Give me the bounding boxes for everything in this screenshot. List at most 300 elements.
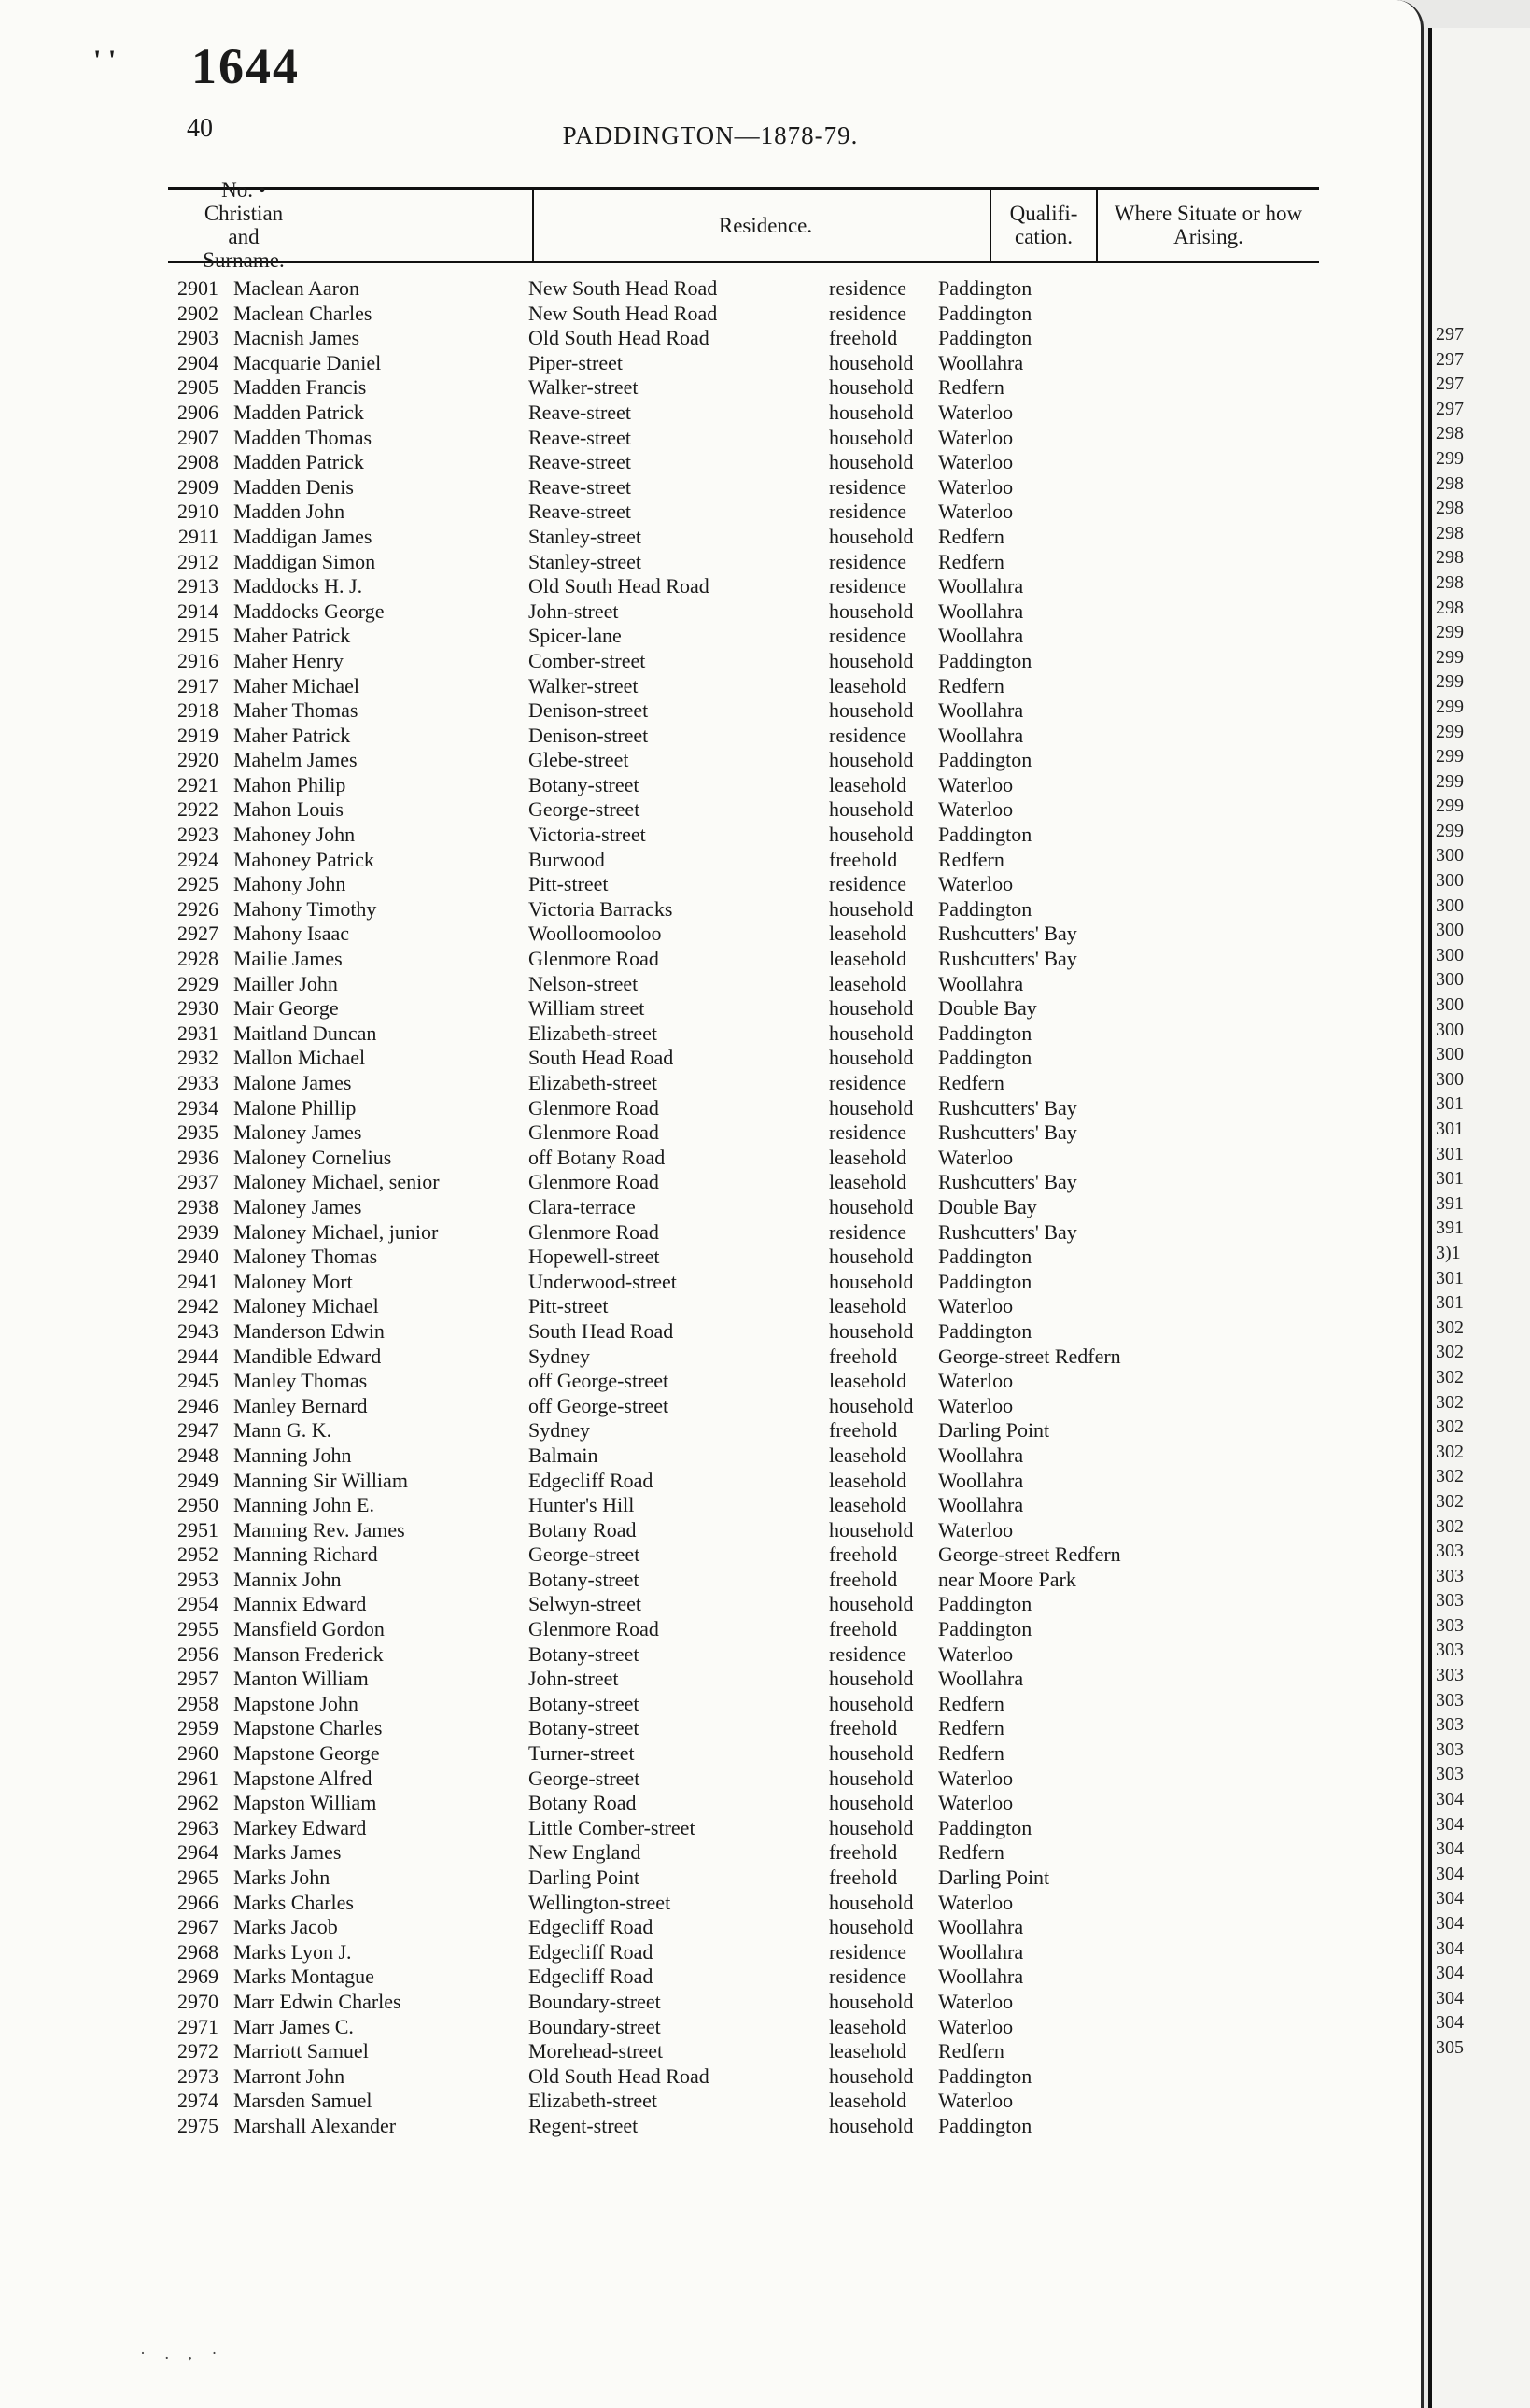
table-row <box>0 1692 1421 1717</box>
row-qualification: residence <box>829 301 907 325</box>
table-row <box>0 773 1421 798</box>
table-row <box>0 1394 1421 1419</box>
row-residence: South Head Road <box>528 1318 674 1343</box>
row-number: 2928 <box>177 947 218 971</box>
row-name: Maddocks George <box>233 598 385 623</box>
adjacent-number: 299 <box>1436 746 1464 767</box>
table-row <box>0 1642 1421 1668</box>
row-name: Mannix Edward <box>233 1592 367 1616</box>
row-where: Paddington <box>938 1318 1032 1343</box>
row-qualification: household <box>829 425 914 449</box>
row-name: Manning John E. <box>233 1493 374 1517</box>
row-where: Woollahra <box>938 723 1024 747</box>
row-where: Redfern <box>938 524 1004 548</box>
table-row <box>0 426 1421 451</box>
row-residence: Spicer-lane <box>528 624 622 648</box>
table-row <box>0 1443 1421 1469</box>
row-residence: New South Head Road <box>528 276 718 300</box>
row-residence: Glenmore Road <box>528 1170 659 1194</box>
table-row <box>0 1568 1421 1593</box>
row-residence: Little Comber-street <box>528 1815 695 1839</box>
row-qualification: freehold <box>829 1716 898 1740</box>
row-qualification: household <box>829 797 914 822</box>
adjacent-number: 299 <box>1436 447 1464 469</box>
row-qualification: residence <box>829 574 907 598</box>
table-row <box>0 2089 1421 2114</box>
row-where: Waterloo <box>938 1145 1014 1169</box>
row-where: Redfern <box>938 549 1004 573</box>
adjacent-number: 302 <box>1436 1317 1464 1338</box>
row-name: Maloney Mort <box>233 1269 353 1293</box>
adjacent-number: 297 <box>1436 348 1464 370</box>
row-number: 2916 <box>177 648 218 672</box>
table-row <box>0 972 1421 997</box>
row-where: Paddington <box>938 896 1032 921</box>
row-name: Mahon Philip <box>233 772 346 796</box>
row-number: 2921 <box>177 772 218 796</box>
voter-list <box>0 276 1421 2139</box>
row-residence: Elizabeth-street <box>528 1071 658 1094</box>
row-name: Mapston William <box>233 1791 377 1815</box>
row-name: Marr James C. <box>233 2014 354 2038</box>
row-qualification: household <box>829 1021 914 1045</box>
row-number: 2912 <box>177 549 218 573</box>
adjacent-number: 303 <box>1436 1614 1464 1636</box>
row-number: 2944 <box>177 1344 218 1368</box>
row-qualification: residence <box>829 1120 907 1145</box>
row-name: Maloney Thomas <box>233 1245 378 1269</box>
adjacent-number: 298 <box>1436 498 1464 519</box>
row-number: 2946 <box>177 1393 218 1417</box>
row-name: Manning Richard <box>233 1542 378 1567</box>
adjacent-number: 303 <box>1436 1714 1464 1736</box>
row-qualification: residence <box>829 723 907 747</box>
table-row <box>0 1493 1421 1518</box>
row-where: Rushcutters' Bay <box>938 947 1077 971</box>
row-number: 2903 <box>177 326 218 350</box>
adjacent-number: 302 <box>1436 1466 1464 1487</box>
row-where: Paddington <box>938 301 1032 325</box>
row-residence: Botany-street <box>528 772 639 796</box>
adjacent-number: 299 <box>1436 622 1464 643</box>
row-number: 2915 <box>177 624 218 648</box>
row-residence: George-street <box>528 797 640 822</box>
row-residence: Reave-street <box>528 500 631 524</box>
row-where: Woollahra <box>938 1915 1024 1939</box>
adjacent-number: 300 <box>1436 969 1464 991</box>
row-number: 2920 <box>177 748 218 772</box>
row-qualification: freehold <box>829 1866 898 1889</box>
row-qualification: freehold <box>829 847 898 871</box>
row-name: Manley Bernard <box>233 1393 368 1417</box>
row-where: Waterloo <box>938 450 1014 474</box>
table-row <box>0 2015 1421 2040</box>
adjacent-number: 300 <box>1436 870 1464 892</box>
row-where: Waterloo <box>938 1294 1014 1318</box>
table-header <box>168 178 1319 272</box>
row-residence: Glenmore Road <box>528 1617 659 1641</box>
table-row <box>0 1294 1421 1319</box>
row-name: Mailie James <box>233 947 343 971</box>
row-number: 2917 <box>177 673 218 697</box>
row-qualification: leasehold <box>829 2039 907 2063</box>
row-number: 2964 <box>177 1840 218 1865</box>
table-row <box>0 1220 1421 1246</box>
row-name: Maher Patrick <box>233 624 351 648</box>
row-qualification: household <box>829 1691 914 1715</box>
row-number: 2970 <box>177 1989 218 2013</box>
row-where: Woollahra <box>938 1964 1024 1989</box>
row-name: Manning John <box>233 1443 352 1467</box>
row-number: 2933 <box>177 1071 218 1094</box>
table-row <box>0 450 1421 475</box>
row-name: Marriott Samuel <box>233 2039 369 2063</box>
table-row <box>0 1270 1421 1295</box>
row-residence: Burwood <box>528 847 605 871</box>
row-where: Woollahra <box>938 1443 1024 1467</box>
row-name: Marks Jacob <box>233 1915 338 1939</box>
row-name: Maloney Michael <box>233 1294 379 1318</box>
row-name: Markey Edward <box>233 1815 367 1839</box>
adjacent-number: 304 <box>1436 1963 1464 1984</box>
adjacent-number: 298 <box>1436 547 1464 569</box>
row-residence: Edgecliff Road <box>528 1939 653 1964</box>
row-where: Paddington <box>938 823 1032 847</box>
row-qualification: household <box>829 400 914 424</box>
row-residence: Reave-street <box>528 425 631 449</box>
row-qualification: leasehold <box>829 673 907 697</box>
row-name: Mansfield Gordon <box>233 1617 385 1641</box>
adjacent-number: 299 <box>1436 820 1464 841</box>
row-number: 2906 <box>177 400 218 424</box>
row-where: Paddington <box>938 1245 1032 1269</box>
row-qualification: household <box>829 1517 914 1542</box>
row-qualification: freehold <box>829 326 898 350</box>
row-number: 2918 <box>177 698 218 723</box>
row-name: Maitland Duncan <box>233 1021 377 1045</box>
row-name: Mair George <box>233 996 339 1021</box>
row-name: Maloney Michael, senior <box>233 1170 440 1194</box>
row-number: 2925 <box>177 872 218 896</box>
row-residence: Edgecliff Road <box>528 1468 653 1492</box>
row-name: Manning Sir William <box>233 1468 408 1492</box>
row-residence: off Botany Road <box>528 1145 666 1169</box>
table-row <box>0 500 1421 525</box>
margin-marks: ' ' <box>93 45 117 76</box>
row-where: Woollahra <box>938 1468 1024 1492</box>
row-number: 2937 <box>177 1170 218 1194</box>
row-qualification: household <box>829 748 914 772</box>
adjacent-number: 297 <box>1436 324 1464 345</box>
row-qualification: household <box>829 1791 914 1815</box>
row-residence: Reave-street <box>528 400 631 424</box>
row-residence: Victoria Barracks <box>528 896 673 921</box>
row-number: 2926 <box>177 896 218 921</box>
row-name: Maclean Aaron <box>233 276 359 300</box>
adjacent-number: 304 <box>1436 2012 1464 2034</box>
table-row <box>0 1816 1421 1841</box>
table-row <box>0 1369 1421 1394</box>
row-number: 2950 <box>177 1493 218 1517</box>
table-row <box>0 1021 1421 1047</box>
row-qualification: household <box>829 1592 914 1616</box>
row-where: Woollahra <box>938 574 1024 598</box>
row-residence: Botany-street <box>528 1641 639 1666</box>
row-residence: Botany Road <box>528 1791 637 1815</box>
table-row <box>0 872 1421 897</box>
table-row <box>0 897 1421 922</box>
row-qualification: household <box>829 1815 914 1839</box>
row-number: 2910 <box>177 500 218 524</box>
table-row <box>0 2114 1421 2139</box>
row-residence: Stanley-street <box>528 549 641 573</box>
row-residence: Underwood-street <box>528 1269 677 1293</box>
table-row <box>0 2039 1421 2064</box>
table-row <box>0 1319 1421 1345</box>
row-where: Woollahra <box>938 350 1024 374</box>
row-where: Paddington <box>938 326 1032 350</box>
row-number: 2958 <box>177 1691 218 1715</box>
row-residence: Glenmore Road <box>528 1120 659 1145</box>
row-name: Mahoney John <box>233 823 356 847</box>
row-qualification: leasehold <box>829 1145 907 1169</box>
row-qualification: household <box>829 2113 914 2137</box>
adjacent-number: 304 <box>1436 1838 1464 1860</box>
row-qualification: household <box>829 1046 914 1070</box>
table-row <box>0 797 1421 823</box>
row-number: 2959 <box>177 1716 218 1740</box>
table-row <box>0 1767 1421 1792</box>
row-number: 2934 <box>177 1095 218 1120</box>
adjacent-number: 301 <box>1436 1168 1464 1190</box>
row-qualification: household <box>829 896 914 921</box>
row-qualification: residence <box>829 1964 907 1989</box>
row-where: Paddington <box>938 1021 1032 1045</box>
row-qualification: residence <box>829 549 907 573</box>
row-name: Madden Patrick <box>233 400 364 424</box>
row-where: Waterloo <box>938 1791 1014 1815</box>
row-residence: Selwyn-street <box>528 1592 641 1616</box>
row-residence: George-street <box>528 1542 640 1567</box>
table-row <box>0 922 1421 947</box>
row-number: 2968 <box>177 1939 218 1964</box>
row-where: Redfern <box>938 1071 1004 1094</box>
row-where: Waterloo <box>938 1517 1014 1542</box>
row-qualification: freehold <box>829 1840 898 1865</box>
row-where: Waterloo <box>938 872 1014 896</box>
row-residence: Darling Point <box>528 1866 640 1889</box>
row-residence: Botany-street <box>528 1567 639 1591</box>
adjacent-number: 298 <box>1436 472 1464 494</box>
adjacent-number: 298 <box>1436 571 1464 593</box>
row-qualification: household <box>829 524 914 548</box>
adjacent-number: 302 <box>1436 1342 1464 1363</box>
row-number: 2965 <box>177 1866 218 1889</box>
table-row <box>0 302 1421 327</box>
adjacent-number: 300 <box>1436 1019 1464 1040</box>
row-qualification: residence <box>829 872 907 896</box>
table-row <box>0 550 1421 575</box>
adjacent-number: 302 <box>1436 1515 1464 1537</box>
row-number: 2909 <box>177 474 218 499</box>
row-where: Redfern <box>938 375 1004 400</box>
adjacent-number: 302 <box>1436 1391 1464 1413</box>
row-residence: Walker-street <box>528 375 639 400</box>
row-residence: Walker-street <box>528 673 639 697</box>
row-where: Waterloo <box>938 1766 1014 1790</box>
adjacent-number: 302 <box>1436 1366 1464 1387</box>
adjacent-number: 302 <box>1436 1490 1464 1512</box>
row-name: Maher Michael <box>233 673 359 697</box>
row-where: Waterloo <box>938 1393 1014 1417</box>
adjacent-number: 303 <box>1436 1640 1464 1661</box>
row-where: Paddington <box>938 2113 1032 2137</box>
row-qualification: household <box>829 1393 914 1417</box>
row-name: Macnish James <box>233 326 360 350</box>
adjacent-number: 300 <box>1436 1044 1464 1065</box>
table-row <box>0 1617 1421 1642</box>
row-where: Waterloo <box>938 1641 1014 1666</box>
row-number: 2927 <box>177 922 218 946</box>
row-number: 2971 <box>177 2014 218 2038</box>
row-qualification: household <box>829 1915 914 1939</box>
table-row <box>0 1940 1421 1965</box>
row-name: Madden John <box>233 500 345 524</box>
adjacent-number: 302 <box>1436 1416 1464 1438</box>
row-name: Maher Thomas <box>233 698 358 723</box>
row-name: Marront John <box>233 2063 345 2088</box>
row-number: 2952 <box>177 1542 218 1567</box>
row-name: Maddocks H. J. <box>233 574 363 598</box>
row-residence: Sydney <box>528 1418 590 1443</box>
row-where: Waterloo <box>938 474 1014 499</box>
adjacent-number: 299 <box>1436 770 1464 792</box>
row-name: Mandible Edward <box>233 1344 382 1368</box>
row-number: 2923 <box>177 823 218 847</box>
adjacent-number: 3)1 <box>1436 1242 1461 1263</box>
adjacent-number: 299 <box>1436 696 1464 717</box>
row-name: Mapstone John <box>233 1691 358 1715</box>
adjacent-number: 299 <box>1436 646 1464 668</box>
row-qualification: leasehold <box>829 922 907 946</box>
row-residence: Denison-street <box>528 723 649 747</box>
row-name: Marks Montague <box>233 1964 374 1989</box>
row-residence: John-street <box>528 1667 619 1691</box>
row-where: Waterloo <box>938 1369 1014 1393</box>
row-number: 2908 <box>177 450 218 474</box>
table-row <box>0 996 1421 1021</box>
row-number: 2963 <box>177 1815 218 1839</box>
adjacent-number: 391 <box>1436 1218 1464 1239</box>
row-qualification: residence <box>829 276 907 300</box>
table-row <box>0 525 1421 550</box>
row-residence: Victoria-street <box>528 823 646 847</box>
adjacent-number: 303 <box>1436 1590 1464 1612</box>
table-row <box>0 401 1421 426</box>
column-header-name: No. • Christian and Surname. <box>203 178 285 272</box>
row-qualification: freehold <box>829 1567 898 1591</box>
row-residence: Elizabeth-street <box>528 1021 658 1045</box>
table-row <box>0 848 1421 873</box>
row-name: Manson Frederick <box>233 1641 384 1666</box>
row-where: Woollahra <box>938 1939 1024 1964</box>
row-qualification: household <box>829 1245 914 1269</box>
adjacent-number: 298 <box>1436 423 1464 444</box>
adjacent-number: 298 <box>1436 597 1464 618</box>
row-where: Waterloo <box>938 1890 1014 1914</box>
row-name: Mapstone Alfred <box>233 1766 372 1790</box>
row-residence: Sydney <box>528 1344 590 1368</box>
row-where: Waterloo <box>938 2089 1014 2113</box>
row-where: Redfern <box>938 1840 1004 1865</box>
manuscript-number: 1644 <box>191 38 300 94</box>
row-residence: Turner-street <box>528 1741 635 1766</box>
row-number: 2967 <box>177 1915 218 1939</box>
row-name: Mahony John <box>233 872 346 896</box>
row-qualification: freehold <box>829 1418 898 1443</box>
row-residence: Glenmore Road <box>528 1095 659 1120</box>
table-row <box>0 1096 1421 1121</box>
table-row <box>0 674 1421 699</box>
adjacent-number: 300 <box>1436 1068 1464 1090</box>
row-where: Redfern <box>938 1691 1004 1715</box>
row-name: Mahony Isaac <box>233 922 350 946</box>
table-row <box>0 2064 1421 2090</box>
row-residence: Nelson-street <box>528 971 639 995</box>
row-residence: Comber-street <box>528 648 646 672</box>
row-qualification: leasehold <box>829 1369 907 1393</box>
row-qualification: freehold <box>829 1344 898 1368</box>
adjacent-number: 305 <box>1436 2036 1464 2058</box>
adjacent-page-numbers <box>1436 322 1464 2061</box>
row-qualification: household <box>829 698 914 723</box>
row-residence: Botany-street <box>528 1691 639 1715</box>
row-where: Redfern <box>938 2039 1004 2063</box>
row-qualification: household <box>829 450 914 474</box>
adjacent-number: 299 <box>1436 671 1464 693</box>
row-number: 2947 <box>177 1418 218 1443</box>
table-row <box>0 1046 1421 1071</box>
row-qualification: residence <box>829 1641 907 1666</box>
row-qualification: residence <box>829 1071 907 1094</box>
row-number: 2935 <box>177 1120 218 1145</box>
column-header-where: Where Situate or how Arising. <box>1114 202 1303 248</box>
row-where: Rushcutters' Bay <box>938 1095 1077 1120</box>
row-where: near Moore Park <box>938 1567 1076 1591</box>
row-residence: Edgecliff Road <box>528 1915 653 1939</box>
adjacent-number: 301 <box>1436 1093 1464 1115</box>
table-row <box>0 1891 1421 1916</box>
row-residence: Boundary-street <box>528 1989 661 2013</box>
row-where: Paddington <box>938 1815 1032 1839</box>
adjacent-number: 303 <box>1436 1739 1464 1760</box>
page-specks: · . , · <box>140 2344 225 2362</box>
row-where: Rushcutters' Bay <box>938 922 1077 946</box>
row-qualification: household <box>829 1095 914 1120</box>
table-row <box>0 599 1421 625</box>
adjacent-number: 297 <box>1436 398 1464 419</box>
row-number: 2905 <box>177 375 218 400</box>
page-title: PADDINGTON—1878-79. <box>562 121 859 149</box>
table-row <box>0 375 1421 401</box>
table-row <box>0 1592 1421 1617</box>
row-residence: Hopewell-street <box>528 1245 660 1269</box>
row-residence: Reave-street <box>528 450 631 474</box>
row-number: 2932 <box>177 1046 218 1070</box>
row-number: 2945 <box>177 1369 218 1393</box>
table-row <box>0 947 1421 972</box>
row-name: Manton William <box>233 1667 369 1691</box>
